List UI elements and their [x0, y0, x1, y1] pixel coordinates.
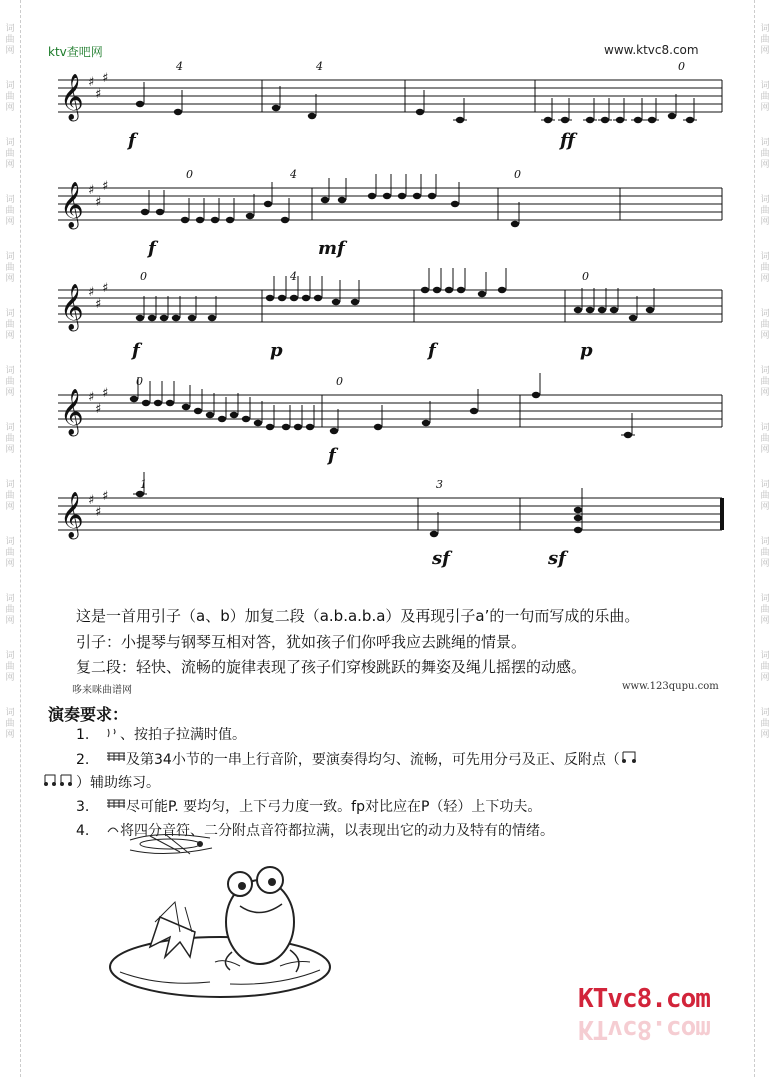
- margin-watermark-char: 词: [760, 537, 770, 547]
- margin-watermark-char: 词: [5, 594, 15, 604]
- requirement-number: 2.: [76, 752, 90, 768]
- margin-watermark-char: 网: [5, 160, 15, 170]
- note-head: [246, 213, 254, 219]
- note-head: [266, 424, 274, 430]
- margin-watermark-char: 网: [5, 331, 15, 341]
- margin-watermark-char: 网: [5, 730, 15, 740]
- note-head: [430, 531, 438, 537]
- note-head: [421, 287, 429, 293]
- fingering-number: 0: [582, 270, 589, 283]
- dynamic-marking: f: [328, 445, 336, 466]
- margin-watermark-char: 网: [5, 502, 15, 512]
- requirement-item-2-cont: [42, 772, 160, 792]
- note-head: [498, 287, 506, 293]
- margin-watermark-char: 网: [760, 217, 770, 227]
- margin-watermark-char: 网: [760, 160, 770, 170]
- margin-watermark-char: 曲: [5, 377, 15, 387]
- margin-watermark-char: 网: [5, 559, 15, 569]
- note-head: [457, 287, 465, 293]
- staff-system: [58, 268, 722, 361]
- sharp-sign: ♯: [88, 183, 95, 198]
- note-head: [445, 287, 453, 293]
- sharp-sign: ♯: [102, 179, 109, 194]
- margin-watermark-char: 曲: [5, 605, 15, 615]
- dynamic-marking: p: [270, 340, 283, 361]
- note-head: [586, 307, 594, 313]
- margin-watermark-char: 词: [5, 480, 15, 490]
- requirement-number: 3.: [76, 799, 90, 815]
- margin-watermark-char: 词: [5, 309, 15, 319]
- note-head: [136, 315, 144, 321]
- margin-watermark-char: 曲: [5, 263, 15, 273]
- fingering-number: 0: [678, 60, 685, 73]
- dynamic-marking: f: [148, 238, 156, 259]
- margin-watermark-char: 词: [5, 252, 15, 262]
- note-head: [451, 201, 459, 207]
- fingering-number: 1: [140, 478, 147, 491]
- margin-watermark-char: 网: [760, 46, 770, 56]
- note-head: [398, 193, 406, 199]
- margin-watermark-char: 词: [760, 138, 770, 148]
- margin-watermark-char: 网: [760, 559, 770, 569]
- fingering-number: 4: [290, 270, 297, 283]
- margin-watermark-char: 曲: [5, 149, 15, 159]
- note-head: [574, 307, 582, 313]
- margin-watermark-char: 词: [5, 24, 15, 34]
- margin-watermark-char: 曲: [760, 149, 770, 159]
- watermark-mid-left: 哆来咪曲谱网: [72, 685, 132, 696]
- note-head: [208, 315, 216, 321]
- margin-watermark-char: 词: [760, 309, 770, 319]
- staff-system: [58, 472, 722, 569]
- note-head: [226, 217, 234, 223]
- margin-watermark-char: 曲: [5, 92, 15, 102]
- margin-watermark-char: 词: [5, 366, 15, 376]
- staff-system: [58, 60, 722, 151]
- dynamic-marking: f: [132, 340, 140, 361]
- margin-watermark-char: 词: [760, 708, 770, 718]
- note-head: [156, 209, 164, 215]
- note-head: [154, 400, 162, 406]
- note-head: [338, 197, 346, 203]
- margin-watermark-char: 词: [760, 594, 770, 604]
- note-head: [574, 515, 582, 521]
- note-head: [136, 101, 144, 107]
- margin-watermark-char: 曲: [760, 434, 770, 444]
- note-head: [532, 392, 540, 398]
- margin-watermark-char: 词: [760, 81, 770, 91]
- sharp-sign: ♯: [102, 386, 109, 401]
- note-head: [610, 307, 618, 313]
- margin-watermark-char: 曲: [5, 491, 15, 501]
- note-head: [574, 507, 582, 513]
- note-head: [314, 295, 322, 301]
- ktvc8-logo-reflection: KTvc8.com: [578, 1014, 710, 1044]
- requirement-text: 及第34小节的一串上行音阶，要演奏得均匀、流畅，可先用分弓及正、反附点（: [126, 752, 620, 768]
- note-head: [160, 315, 168, 321]
- sharp-sign: ♯: [88, 390, 95, 405]
- note-head: [302, 295, 310, 301]
- note-head: [166, 400, 174, 406]
- description-line-2: 引子：小提琴与钢琴互相对答，犹如孩子们你呼我应去跳绳的情景。: [76, 633, 527, 651]
- note-head: [242, 416, 250, 422]
- treble-clef: 𝄞: [60, 182, 84, 228]
- fingering-number: 0: [514, 168, 521, 181]
- sharp-sign: ♯: [102, 489, 109, 504]
- margin-watermark-char: 网: [5, 274, 15, 284]
- note-head: [433, 287, 441, 293]
- margin-watermark-char: 曲: [760, 92, 770, 102]
- sharp-sign: ♯: [95, 297, 102, 312]
- margin-watermark-char: 网: [760, 103, 770, 113]
- note-head: [272, 105, 280, 111]
- dynamic-marking: p: [580, 340, 593, 361]
- sharp-sign: ♯: [95, 87, 102, 102]
- dynamic-marking: mf: [318, 238, 345, 259]
- requirement-item-1: [76, 724, 246, 744]
- fingering-number: 0: [140, 270, 147, 283]
- dragonfly-illustration: [120, 828, 220, 862]
- margin-watermark-group: [760, 651, 769, 684]
- note-head: [281, 217, 289, 223]
- note-head: [188, 315, 196, 321]
- margin-watermark-char: 曲: [5, 35, 15, 45]
- treble-clef: 𝄞: [60, 389, 84, 435]
- margin-watermark-char: 网: [5, 445, 15, 455]
- margin-watermark-char: 网: [5, 46, 15, 56]
- sixteenth-notes-icon: [106, 797, 126, 811]
- note-head: [308, 113, 316, 119]
- note-head: [478, 291, 486, 297]
- sharp-sign: ♯: [95, 402, 102, 417]
- margin-watermark-char: 曲: [760, 263, 770, 273]
- note-head: [646, 307, 654, 313]
- requirement-text-cont: ）辅助练习。: [76, 775, 160, 791]
- margin-watermark-char: 网: [5, 673, 15, 683]
- margin-watermark-char: 曲: [5, 719, 15, 729]
- requirements-title: 演奏要求：: [48, 705, 129, 724]
- note-head: [470, 408, 478, 414]
- margin-watermark-group: [760, 708, 769, 741]
- margin-watermark-char: 曲: [760, 605, 770, 615]
- margin-watermark-char: 词: [760, 651, 770, 661]
- dotted-rhythm-icon: [620, 750, 638, 764]
- note-head: [351, 299, 359, 305]
- note-head: [211, 217, 219, 223]
- requirement-text: 尽可能P. 要均匀，上下弓力度一致。fp对比应在P（轻）上下功夫。: [126, 799, 542, 815]
- watermark-mid-right: www.123qupu.com: [622, 681, 719, 692]
- note-head: [142, 400, 150, 406]
- note-head: [181, 217, 189, 223]
- note-head: [668, 113, 676, 119]
- note-head: [148, 315, 156, 321]
- note-head: [282, 424, 290, 430]
- margin-watermark-char: 词: [760, 195, 770, 205]
- note-head: [374, 424, 382, 430]
- bow-symbol-icon: [106, 727, 120, 739]
- margin-watermark-char: 词: [5, 138, 15, 148]
- note-head: [264, 201, 272, 207]
- margin-watermark-group: [5, 708, 14, 741]
- margin-watermark-char: 词: [5, 708, 15, 718]
- margin-watermark-char: 网: [760, 331, 770, 341]
- note-head: [629, 315, 637, 321]
- margin-watermark-char: 曲: [5, 206, 15, 216]
- sharp-sign: ♯: [88, 75, 95, 90]
- margin-watermark-char: 曲: [5, 548, 15, 558]
- fingering-number: 0: [186, 168, 193, 181]
- margin-watermark-char: 词: [5, 195, 15, 205]
- note-head: [172, 315, 180, 321]
- note-head: [196, 217, 204, 223]
- margin-watermark-char: 网: [760, 673, 770, 683]
- note-head: [182, 404, 190, 410]
- margin-watermark-char: 网: [760, 274, 770, 284]
- margin-watermark-char: 网: [760, 730, 770, 740]
- note-head: [574, 527, 582, 533]
- note-head: [218, 416, 226, 422]
- margin-watermark-char: 网: [5, 388, 15, 398]
- note-head: [413, 193, 421, 199]
- sharp-sign: ♯: [88, 285, 95, 300]
- fingering-number: 0: [136, 375, 143, 388]
- fingering-number: 4: [316, 60, 323, 73]
- note-head: [330, 428, 338, 434]
- margin-watermark-char: 曲: [760, 548, 770, 558]
- description-line-3: 复二段：轻快、流畅的旋律表现了孩子们穿梭跳跃的舞姿及绳儿摇摆的动感。: [76, 658, 587, 676]
- note-head: [511, 221, 519, 227]
- frog-on-lily-pad-illustration: [100, 862, 340, 1002]
- dynamic-marking: f: [428, 340, 436, 361]
- slur-symbol-icon: [106, 823, 120, 835]
- margin-watermark-char: 曲: [760, 719, 770, 729]
- note-head: [194, 408, 202, 414]
- margin-watermark-char: 曲: [760, 206, 770, 216]
- note-head: [598, 307, 606, 313]
- note-head: [368, 193, 376, 199]
- sharp-sign: ♯: [95, 505, 102, 520]
- dotted-rhythm-icon: [42, 773, 76, 787]
- staff-system: [58, 168, 722, 259]
- dynamic-marking: ff: [560, 130, 575, 151]
- note-head: [428, 193, 436, 199]
- margin-watermark-char: 网: [760, 388, 770, 398]
- margin-watermark-char: 词: [5, 537, 15, 547]
- note-head: [422, 420, 430, 426]
- margin-watermark-char: 曲: [5, 662, 15, 672]
- note-head: [254, 420, 262, 426]
- margin-watermark-group: [5, 651, 14, 684]
- sharp-sign: ♯: [102, 281, 109, 296]
- margin-watermark-char: 词: [760, 423, 770, 433]
- note-head: [321, 197, 329, 203]
- sixteenth-notes-icon: [106, 750, 126, 764]
- margin-watermark-char: 曲: [760, 662, 770, 672]
- requirement-item-3: [76, 796, 541, 816]
- note-head: [130, 396, 138, 402]
- sharp-sign: ♯: [102, 71, 109, 86]
- dynamic-marking: f: [128, 130, 136, 151]
- margin-watermark-char: 词: [760, 252, 770, 262]
- requirement-item-2: [76, 749, 638, 769]
- note-head: [278, 295, 286, 301]
- margin-watermark-char: 曲: [760, 35, 770, 45]
- margin-watermark-char: 网: [5, 616, 15, 626]
- margin-watermark-char: 网: [5, 217, 15, 227]
- description-line-1: 这是一首用引子（a、b）加复二段（a.b.a.b.a）及再现引子a’的一句而写成的乐曲。: [76, 607, 640, 625]
- dynamic-marking: sf: [432, 548, 450, 569]
- note-head: [141, 209, 149, 215]
- fingering-number: 4: [290, 168, 297, 181]
- note-head: [416, 109, 424, 115]
- margin-watermark-char: 曲: [760, 320, 770, 330]
- margin-watermark-char: 网: [760, 445, 770, 455]
- treble-clef: 𝄞: [60, 74, 84, 120]
- margin-watermark-char: 网: [760, 502, 770, 512]
- fingering-number: 4: [176, 60, 183, 73]
- note-head: [332, 299, 340, 305]
- staff-system: [58, 373, 722, 466]
- note-head: [174, 109, 182, 115]
- fingering-number: 3: [436, 478, 443, 491]
- margin-watermark-char: 词: [760, 366, 770, 376]
- fingering-number: 0: [336, 375, 343, 388]
- note-head: [294, 424, 302, 430]
- note-head: [230, 412, 238, 418]
- watermark-top-left: ktv查吧网: [48, 45, 103, 59]
- note-head: [266, 295, 274, 301]
- margin-watermark-char: 曲: [5, 320, 15, 330]
- sharp-sign: ♯: [95, 195, 102, 210]
- margin-watermark-char: 词: [760, 24, 770, 34]
- sharp-sign: ♯: [88, 493, 95, 508]
- margin-watermark-char: 网: [760, 616, 770, 626]
- note-head: [206, 412, 214, 418]
- margin-watermark-char: 曲: [5, 434, 15, 444]
- margin-watermark-char: 词: [760, 480, 770, 490]
- requirement-text: 、按拍子拉满时值。: [120, 727, 246, 743]
- requirement-number: 1.: [76, 727, 90, 743]
- requirement-text: 将四分音符、二分附点音符都拉满，以表现出它的动力及特有的情绪。: [120, 823, 554, 839]
- margin-watermark-char: 曲: [760, 377, 770, 387]
- margin-watermark-char: 曲: [760, 491, 770, 501]
- requirement-number: 4.: [76, 823, 90, 839]
- margin-watermark-char: 网: [5, 103, 15, 113]
- treble-clef: 𝄞: [60, 492, 84, 538]
- watermark-top-right: www.ktvc8.com: [604, 43, 699, 57]
- margin-watermark-char: 词: [5, 651, 15, 661]
- note-head: [290, 295, 298, 301]
- treble-clef: 𝄞: [60, 284, 84, 330]
- note-head: [383, 193, 391, 199]
- margin-watermark-char: 词: [5, 81, 15, 91]
- ktvc8-logo: KTvc8.com: [578, 984, 710, 1014]
- margin-watermark-char: 词: [5, 423, 15, 433]
- dynamic-marking: sf: [548, 548, 566, 569]
- note-head: [306, 424, 314, 430]
